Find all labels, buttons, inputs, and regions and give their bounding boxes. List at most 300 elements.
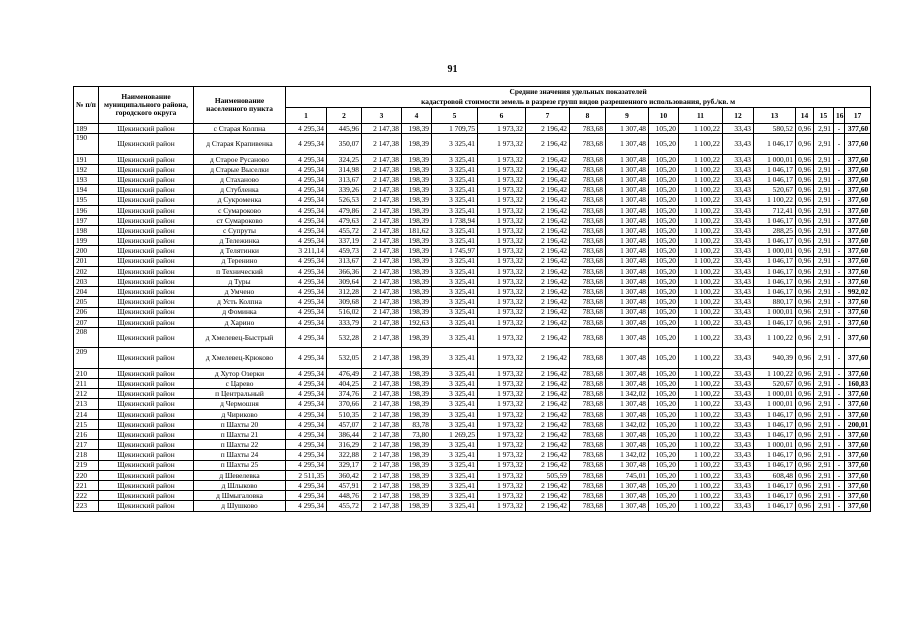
- value-cell-group-15: 2,91: [814, 226, 834, 236]
- value-cell-group-17: 377,60: [845, 440, 871, 450]
- row-number-cell: 205: [74, 297, 99, 307]
- value-cell-group-9: 1 307,48: [606, 164, 649, 174]
- value-cell-group-16: -: [834, 236, 845, 246]
- value-cell-group-2: 313,67: [327, 175, 362, 185]
- value-cell-group-2: 455,72: [327, 226, 362, 236]
- value-cell-group-3: 2 147,38: [362, 430, 402, 440]
- value-cell-group-8: 783,68: [570, 276, 606, 286]
- value-cell-group-9: 1 307,48: [606, 368, 649, 378]
- value-cell-group-11: 1 100,22: [679, 399, 723, 409]
- district-cell: Щекинский район: [99, 175, 194, 185]
- value-cell-group-3: 2 147,38: [362, 491, 402, 501]
- value-cell-group-7: 2 196,42: [526, 317, 570, 327]
- value-cell-group-8: 783,68: [570, 124, 606, 134]
- value-cell-group-14: 0,96: [796, 368, 814, 378]
- value-cell-group-13: 1 046,17: [754, 276, 796, 286]
- row-number-cell: 203: [74, 276, 99, 286]
- value-cell-group-10: 105,20: [649, 419, 679, 429]
- value-cell-group-5: 3 325,41: [432, 368, 478, 378]
- value-cell-group-2: 516,02: [327, 307, 362, 317]
- value-cell-group-7: 505,59: [526, 470, 570, 480]
- table-row: [74, 134, 871, 155]
- value-cell-group-12: 33,43: [723, 215, 754, 225]
- value-cell-group-11: 1 100,22: [679, 175, 723, 185]
- value-cell-group-13: 1 100,22: [754, 327, 796, 348]
- value-cell-group-13: 608,48: [754, 470, 796, 480]
- table-row: [74, 327, 871, 348]
- value-cell-group-1: 4 295,34: [286, 399, 327, 409]
- header-group-14: 14: [796, 108, 814, 124]
- value-cell-group-3: 2 147,38: [362, 327, 402, 348]
- value-cell-group-4: 198,39: [402, 195, 432, 205]
- value-cell-group-12: 33,43: [723, 164, 754, 174]
- value-cell-group-5: 3 325,41: [432, 491, 478, 501]
- value-cell-group-16: -: [834, 419, 845, 429]
- value-cell-group-8: 783,68: [570, 307, 606, 317]
- value-cell-group-1: 4 295,34: [286, 480, 327, 490]
- district-cell: Щекинский район: [99, 389, 194, 399]
- value-cell-group-13: 1 046,17: [754, 419, 796, 429]
- header-group-7: 7: [526, 108, 570, 124]
- value-cell-group-17: 377,60: [845, 460, 871, 470]
- table-body: [74, 124, 871, 512]
- table-row: [74, 266, 871, 276]
- value-cell-group-6: 1 973,32: [478, 379, 526, 389]
- value-cell-group-11: 1 100,22: [679, 124, 723, 134]
- value-cell-group-11: 1 100,22: [679, 185, 723, 195]
- value-cell-group-14: 0,96: [796, 440, 814, 450]
- value-cell-group-5: 3 325,41: [432, 307, 478, 317]
- row-number-cell: 222: [74, 491, 99, 501]
- settlement-cell: д Фоминка: [194, 307, 286, 317]
- value-cell-group-4: 198,39: [402, 399, 432, 409]
- value-cell-group-15: 2,91: [814, 236, 834, 246]
- value-cell-group-6: 1 973,32: [478, 195, 526, 205]
- value-cell-group-13: 1 046,17: [754, 491, 796, 501]
- value-cell-group-10: 105,20: [649, 409, 679, 419]
- row-number-cell: 191: [74, 154, 99, 164]
- value-cell-group-16: -: [834, 440, 845, 450]
- value-cell-group-10: 105,20: [649, 134, 679, 155]
- value-cell-group-13: 1 046,17: [754, 266, 796, 276]
- value-cell-group-15: 2,91: [814, 164, 834, 174]
- value-cell-group-12: 33,43: [723, 175, 754, 185]
- value-cell-group-6: 1 973,32: [478, 501, 526, 511]
- value-cell-group-2: 337,19: [327, 236, 362, 246]
- row-number-cell: 209: [74, 348, 99, 369]
- settlement-cell: д Чириково: [194, 409, 286, 419]
- value-cell-group-16: -: [834, 154, 845, 164]
- value-cell-group-9: 1 307,48: [606, 276, 649, 286]
- value-cell-group-8: 783,68: [570, 348, 606, 369]
- value-cell-group-6: 1 973,32: [478, 327, 526, 348]
- value-cell-group-11: 1 100,22: [679, 409, 723, 419]
- row-number-cell: 189: [74, 124, 99, 134]
- value-cell-group-6: 1 973,32: [478, 175, 526, 185]
- value-cell-group-14: 0,96: [796, 124, 814, 134]
- value-cell-group-8: 783,68: [570, 134, 606, 155]
- value-cell-group-4: 73,80: [402, 430, 432, 440]
- value-cell-group-8: 783,68: [570, 450, 606, 460]
- value-cell-group-8: 783,68: [570, 185, 606, 195]
- value-cell-group-7: 2 196,42: [526, 195, 570, 205]
- value-cell-group-1: 4 295,34: [286, 134, 327, 155]
- value-cell-group-16: -: [834, 276, 845, 286]
- value-cell-group-5: 3 325,41: [432, 297, 478, 307]
- value-cell-group-13: 1 046,17: [754, 317, 796, 327]
- value-cell-group-14: 0,96: [796, 460, 814, 470]
- value-cell-group-3: 2 147,38: [362, 450, 402, 460]
- value-cell-group-6: 1 973,32: [478, 480, 526, 490]
- value-cell-group-9: 745,01: [606, 470, 649, 480]
- value-cell-group-12: 33,43: [723, 226, 754, 236]
- value-cell-group-1: 4 295,34: [286, 226, 327, 236]
- value-cell-group-13: 1 046,17: [754, 164, 796, 174]
- settlement-cell: п Шахты 25: [194, 460, 286, 470]
- value-cell-group-2: 312,28: [327, 287, 362, 297]
- value-cell-group-15: 2,91: [814, 287, 834, 297]
- value-cell-group-5: 3 325,41: [432, 389, 478, 399]
- value-cell-group-6: 1 973,32: [478, 430, 526, 440]
- table-row: [74, 276, 871, 286]
- value-cell-group-3: 2 147,38: [362, 307, 402, 317]
- row-number-cell: 216: [74, 430, 99, 440]
- value-cell-group-3: 2 147,38: [362, 226, 402, 236]
- value-cell-group-4: 83,78: [402, 419, 432, 429]
- value-cell-group-8: 783,68: [570, 246, 606, 256]
- value-cell-group-15: 2,91: [814, 368, 834, 378]
- value-cell-group-15: 2,91: [814, 195, 834, 205]
- value-cell-group-10: 105,20: [649, 327, 679, 348]
- value-cell-group-2: 448,76: [327, 491, 362, 501]
- value-cell-group-13: 1 000,01: [754, 246, 796, 256]
- value-cell-group-9: 1 307,48: [606, 175, 649, 185]
- value-cell-group-4: 198,39: [402, 480, 432, 490]
- value-cell-group-8: 783,68: [570, 195, 606, 205]
- value-cell-group-2: 374,76: [327, 389, 362, 399]
- value-cell-group-14: 0,96: [796, 379, 814, 389]
- table-row: [74, 226, 871, 236]
- value-cell-group-12: 33,43: [723, 460, 754, 470]
- settlement-cell: д Тележинка: [194, 236, 286, 246]
- value-cell-group-3: 2 147,38: [362, 195, 402, 205]
- table-row: [74, 195, 871, 205]
- header-group-6: 6: [478, 108, 526, 124]
- settlement-cell: д Хмелевец-Крюково: [194, 348, 286, 369]
- value-cell-group-15: 2,91: [814, 154, 834, 164]
- value-cell-group-15: 2,91: [814, 480, 834, 490]
- value-cell-group-3: 2 147,38: [362, 266, 402, 276]
- value-cell-group-16: -: [834, 460, 845, 470]
- value-cell-group-2: 313,67: [327, 256, 362, 266]
- value-cell-group-1: 4 295,34: [286, 317, 327, 327]
- value-cell-group-13: 1 000,01: [754, 389, 796, 399]
- value-cell-group-5: 3 325,41: [432, 348, 478, 369]
- value-cell-group-17: 377,60: [845, 470, 871, 480]
- row-number-cell: 213: [74, 399, 99, 409]
- value-cell-group-10: 105,20: [649, 175, 679, 185]
- value-cell-group-17: 377,60: [845, 215, 871, 225]
- value-cell-group-13: 1 000,01: [754, 307, 796, 317]
- value-cell-group-12: 33,43: [723, 440, 754, 450]
- value-cell-group-12: 33,43: [723, 256, 754, 266]
- district-cell: Щекинский район: [99, 430, 194, 440]
- value-cell-group-2: 309,64: [327, 276, 362, 286]
- value-cell-group-15: 2,91: [814, 317, 834, 327]
- value-cell-group-14: 0,96: [796, 501, 814, 511]
- value-cell-group-13: 880,17: [754, 297, 796, 307]
- value-cell-group-8: 783,68: [570, 154, 606, 164]
- value-cell-group-17: 377,60: [845, 195, 871, 205]
- value-cell-group-1: 4 295,34: [286, 348, 327, 369]
- value-cell-group-11: 1 100,22: [679, 327, 723, 348]
- value-cell-group-9: 1 307,48: [606, 460, 649, 470]
- header-group-1: 1: [286, 108, 327, 124]
- value-cell-group-10: 105,20: [649, 501, 679, 511]
- value-cell-group-14: 0,96: [796, 419, 814, 429]
- value-cell-group-15: 2,91: [814, 266, 834, 276]
- value-cell-group-12: 33,43: [723, 480, 754, 490]
- district-cell: Щекинский район: [99, 460, 194, 470]
- value-cell-group-6: 1 973,32: [478, 460, 526, 470]
- value-cell-group-16: -: [834, 215, 845, 225]
- value-cell-group-5: 3 325,41: [432, 460, 478, 470]
- value-cell-group-17: 377,60: [845, 236, 871, 246]
- value-cell-group-3: 2 147,38: [362, 368, 402, 378]
- value-cell-group-9: 1 307,48: [606, 266, 649, 276]
- value-cell-group-6: 1 973,32: [478, 317, 526, 327]
- value-cell-group-6: 1 973,32: [478, 266, 526, 276]
- value-cell-group-16: -: [834, 348, 845, 369]
- value-cell-group-15: 2,91: [814, 419, 834, 429]
- value-cell-group-16: -: [834, 450, 845, 460]
- value-cell-group-9: 1 307,48: [606, 348, 649, 369]
- value-cell-group-5: 3 325,41: [432, 154, 478, 164]
- row-number-cell: 196: [74, 205, 99, 215]
- table-row: [74, 419, 871, 429]
- value-cell-group-11: 1 100,22: [679, 297, 723, 307]
- value-cell-group-8: 783,68: [570, 368, 606, 378]
- value-cell-group-12: 33,43: [723, 124, 754, 134]
- value-cell-group-8: 783,68: [570, 236, 606, 246]
- value-cell-group-15: 2,91: [814, 297, 834, 307]
- district-cell: Щекинский район: [99, 226, 194, 236]
- value-cell-group-13: 1 100,22: [754, 368, 796, 378]
- value-cell-group-15: 2,91: [814, 409, 834, 419]
- value-cell-group-12: 33,43: [723, 185, 754, 195]
- settlement-cell: д Хмелевец-Быстрый: [194, 327, 286, 348]
- value-cell-group-15: 2,91: [814, 460, 834, 470]
- header-group-11: 11: [679, 108, 723, 124]
- value-cell-group-2: 526,53: [327, 195, 362, 205]
- value-cell-group-4: 198,39: [402, 205, 432, 215]
- row-number-cell: 208: [74, 327, 99, 348]
- value-cell-group-10: 105,20: [649, 185, 679, 195]
- value-cell-group-14: 0,96: [796, 317, 814, 327]
- value-cell-group-4: 181,62: [402, 226, 432, 236]
- value-cell-group-2: 333,79: [327, 317, 362, 327]
- value-cell-group-17: 377,60: [845, 266, 871, 276]
- value-cell-group-14: 0,96: [796, 491, 814, 501]
- value-cell-group-15: 2,91: [814, 348, 834, 369]
- value-cell-group-7: 2 196,42: [526, 215, 570, 225]
- value-cell-group-7: 2 196,42: [526, 460, 570, 470]
- district-cell: Щекинский район: [99, 379, 194, 389]
- value-cell-group-9: 1 307,48: [606, 205, 649, 215]
- value-cell-group-17: 377,60: [845, 164, 871, 174]
- header-group-3: 3: [362, 108, 402, 124]
- value-cell-group-7: 2 196,42: [526, 236, 570, 246]
- value-cell-group-11: 1 100,22: [679, 491, 723, 501]
- value-cell-group-10: 105,20: [649, 164, 679, 174]
- row-number-cell: 219: [74, 460, 99, 470]
- value-cell-group-4: 198,39: [402, 440, 432, 450]
- value-cell-group-8: 783,68: [570, 480, 606, 490]
- value-cell-group-5: 3 325,41: [432, 317, 478, 327]
- value-cell-group-13: 1 046,17: [754, 450, 796, 460]
- district-cell: Щекинский район: [99, 327, 194, 348]
- value-cell-group-8: 783,68: [570, 440, 606, 450]
- value-cell-group-7: 2 196,42: [526, 154, 570, 164]
- value-cell-group-2: 445,96: [327, 124, 362, 134]
- value-cell-group-10: 105,20: [649, 440, 679, 450]
- header-group-4: 4: [402, 108, 432, 124]
- row-number-cell: 218: [74, 450, 99, 460]
- value-cell-group-17: 377,60: [845, 256, 871, 266]
- value-cell-group-5: 3 325,41: [432, 276, 478, 286]
- value-cell-group-17: 160,83: [845, 379, 871, 389]
- value-cell-group-15: 2,91: [814, 307, 834, 317]
- value-cell-group-2: 322,88: [327, 450, 362, 460]
- value-cell-group-14: 0,96: [796, 307, 814, 317]
- value-cell-group-17: 377,60: [845, 480, 871, 490]
- value-cell-group-7: 2 196,42: [526, 164, 570, 174]
- table-row: [74, 470, 871, 480]
- value-cell-group-8: 783,68: [570, 256, 606, 266]
- table-row: [74, 297, 871, 307]
- value-cell-group-2: 476,49: [327, 368, 362, 378]
- value-cell-group-13: 1 046,17: [754, 501, 796, 511]
- value-cell-group-6: 1 973,32: [478, 276, 526, 286]
- value-cell-group-4: 198,39: [402, 236, 432, 246]
- value-cell-group-7: 2 196,42: [526, 297, 570, 307]
- value-cell-group-9: 1 307,48: [606, 409, 649, 419]
- value-cell-group-16: -: [834, 470, 845, 480]
- value-cell-group-9: 1 307,48: [606, 399, 649, 409]
- district-cell: Щекинский район: [99, 450, 194, 460]
- header-values-title: [286, 87, 871, 108]
- settlement-cell: д Стубленка: [194, 185, 286, 195]
- settlement-cell: с Супруты: [194, 226, 286, 236]
- value-cell-group-4: 198,39: [402, 348, 432, 369]
- value-cell-group-11: 1 100,22: [679, 205, 723, 215]
- row-number-cell: 207: [74, 317, 99, 327]
- value-cell-group-3: 2 147,38: [362, 246, 402, 256]
- value-cell-group-5: 3 325,41: [432, 470, 478, 480]
- header-group-12: 12: [723, 108, 754, 124]
- value-cell-group-6: 1 973,32: [478, 389, 526, 399]
- value-cell-group-17: 377,60: [845, 246, 871, 256]
- value-cell-group-10: 105,20: [649, 348, 679, 369]
- value-cell-group-14: 0,96: [796, 480, 814, 490]
- value-cell-group-7: 2 196,42: [526, 480, 570, 490]
- value-cell-group-2: 370,66: [327, 399, 362, 409]
- value-cell-group-2: 404,25: [327, 379, 362, 389]
- value-cell-group-11: 1 100,22: [679, 460, 723, 470]
- value-cell-group-6: 1 973,32: [478, 409, 526, 419]
- value-cell-group-10: 105,20: [649, 450, 679, 460]
- value-cell-group-6: 1 973,32: [478, 205, 526, 215]
- value-cell-group-10: 105,20: [649, 399, 679, 409]
- value-cell-group-3: 2 147,38: [362, 379, 402, 389]
- district-cell: Щекинский район: [99, 154, 194, 164]
- value-cell-group-9: 1 307,48: [606, 246, 649, 256]
- value-cell-group-4: 198,39: [402, 246, 432, 256]
- value-cell-group-3: 2 147,38: [362, 440, 402, 450]
- value-cell-group-15: 2,91: [814, 256, 834, 266]
- value-cell-group-5: 3 325,41: [432, 226, 478, 236]
- settlement-cell: п Технический: [194, 266, 286, 276]
- value-cell-group-5: 3 325,41: [432, 256, 478, 266]
- value-cell-group-14: 0,96: [796, 470, 814, 480]
- district-cell: Щекинский район: [99, 480, 194, 490]
- value-cell-group-7: 2 196,42: [526, 348, 570, 369]
- value-cell-group-8: 783,68: [570, 389, 606, 399]
- settlement-cell: п Шахты 21: [194, 430, 286, 440]
- value-cell-group-6: 1 973,32: [478, 399, 526, 409]
- value-cell-group-7: 2 196,42: [526, 185, 570, 195]
- value-cell-group-17: 377,60: [845, 185, 871, 195]
- value-cell-group-7: 2 196,42: [526, 256, 570, 266]
- value-cell-group-12: 33,43: [723, 368, 754, 378]
- value-cell-group-8: 783,68: [570, 409, 606, 419]
- settlement-cell: д Умчено: [194, 287, 286, 297]
- value-cell-group-14: 0,96: [796, 246, 814, 256]
- value-cell-group-6: 1 973,32: [478, 491, 526, 501]
- value-cell-group-16: -: [834, 409, 845, 419]
- settlement-cell: д Старое Русаново: [194, 154, 286, 164]
- district-cell: Щекинский район: [99, 419, 194, 429]
- value-cell-group-10: 105,20: [649, 236, 679, 246]
- value-cell-group-7: 2 196,42: [526, 134, 570, 155]
- value-cell-group-10: 105,20: [649, 205, 679, 215]
- cadastral-value-table: [73, 86, 871, 512]
- value-cell-group-9: 1 307,48: [606, 327, 649, 348]
- value-cell-group-17: 377,60: [845, 430, 871, 440]
- row-number-cell: 200: [74, 246, 99, 256]
- value-cell-group-16: -: [834, 430, 845, 440]
- value-cell-group-2: 455,72: [327, 501, 362, 511]
- value-cell-group-14: 0,96: [796, 297, 814, 307]
- district-cell: Щекинский район: [99, 256, 194, 266]
- header-group-10: 10: [649, 108, 679, 124]
- value-cell-group-17: 377,60: [845, 175, 871, 185]
- settlement-cell: с Сумароково: [194, 205, 286, 215]
- value-cell-group-1: 4 295,34: [286, 501, 327, 511]
- value-cell-group-11: 1 100,22: [679, 276, 723, 286]
- value-cell-group-12: 33,43: [723, 399, 754, 409]
- settlement-cell: д Старые Выселки: [194, 164, 286, 174]
- value-cell-group-3: 2 147,38: [362, 317, 402, 327]
- value-cell-group-8: 783,68: [570, 491, 606, 501]
- value-cell-group-3: 2 147,38: [362, 215, 402, 225]
- page-number: 91: [447, 64, 458, 75]
- value-cell-group-1: 4 295,34: [286, 379, 327, 389]
- value-cell-group-5: 3 325,41: [432, 440, 478, 450]
- value-cell-group-9: 1 307,48: [606, 154, 649, 164]
- value-cell-group-14: 0,96: [796, 399, 814, 409]
- value-cell-group-5: 3 325,41: [432, 480, 478, 490]
